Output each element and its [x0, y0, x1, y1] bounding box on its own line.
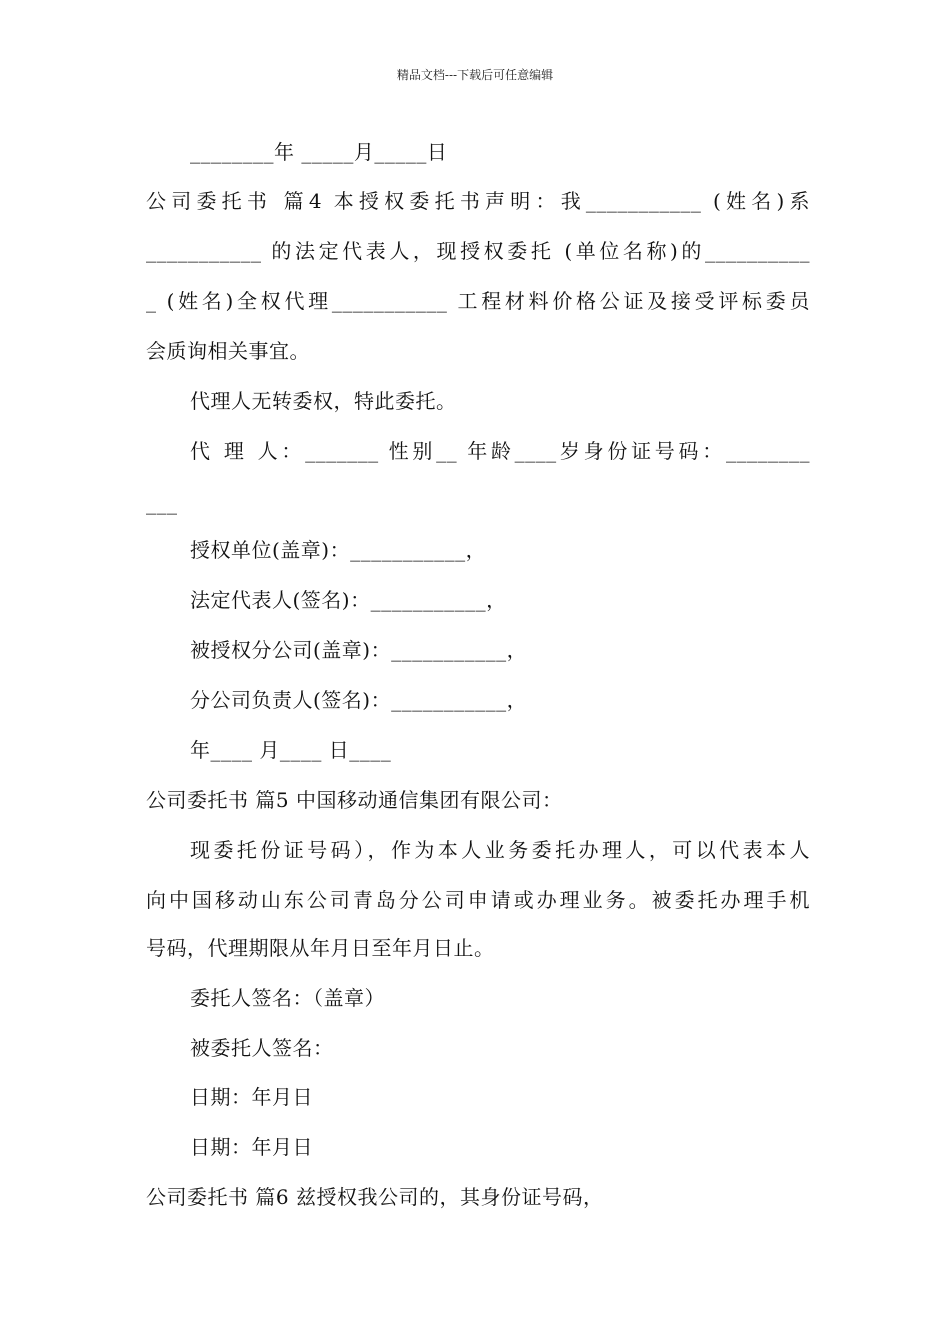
body-line: 会质询相关事宜。 [146, 339, 310, 363]
signature-line: 被授权分公司(盖章)：___________， [190, 638, 528, 662]
body-line: ___________ 的法定代表人，现授权委托 (单位名称)的__________ [146, 239, 810, 263]
body-line: 代理人无转委权，特此委托。 [190, 389, 457, 413]
body-line: 向中国移动山东公司青岛分公司申请或办理业务。被委托办理手机 [146, 888, 810, 912]
date-line: 日期：年月日 [190, 1085, 313, 1109]
date-line: ________年 _____月_____日 [190, 140, 448, 164]
section-6-heading: 公司委托书 篇6 兹授权我公司的，其身份证号码， [146, 1185, 604, 1209]
body-line: 号码，代理期限从年月日至年月日止。 [146, 936, 495, 960]
date-line: 日期：年月日 [190, 1135, 313, 1159]
body-line: 现委托份证号码），作为本人业务委托办理人，可以代表本人 [190, 838, 810, 862]
page-header: 精品文档---下载后可任意编辑 [396, 68, 554, 82]
section-5-heading: 公司委托书 篇5 中国移动通信集团有限公司： [146, 788, 563, 812]
signature-line: 授权单位(盖章)：___________， [190, 538, 487, 562]
date-line: 年____ 月____ 日____ [190, 738, 392, 762]
agent-info-line: 代 理 人：_______ 性别__ 年龄____岁身份证号码：________ [190, 439, 810, 463]
body-line: _ (姓名)全权代理___________ 工程材料价格公证及接受评标委员 [146, 289, 810, 313]
agent-info-continuation: ___ [146, 491, 178, 515]
signature-line: 法定代表人(签名)：___________， [190, 588, 507, 612]
section-4-heading: 公司委托书 篇4 本授权委托书声明：我___________ (姓名)系 [146, 189, 810, 213]
signature-line: 委托人签名：（盖章） [190, 986, 385, 1010]
signature-line: 分公司负责人(签名)：___________， [190, 688, 528, 712]
signature-line: 被委托人签名： [190, 1036, 334, 1060]
